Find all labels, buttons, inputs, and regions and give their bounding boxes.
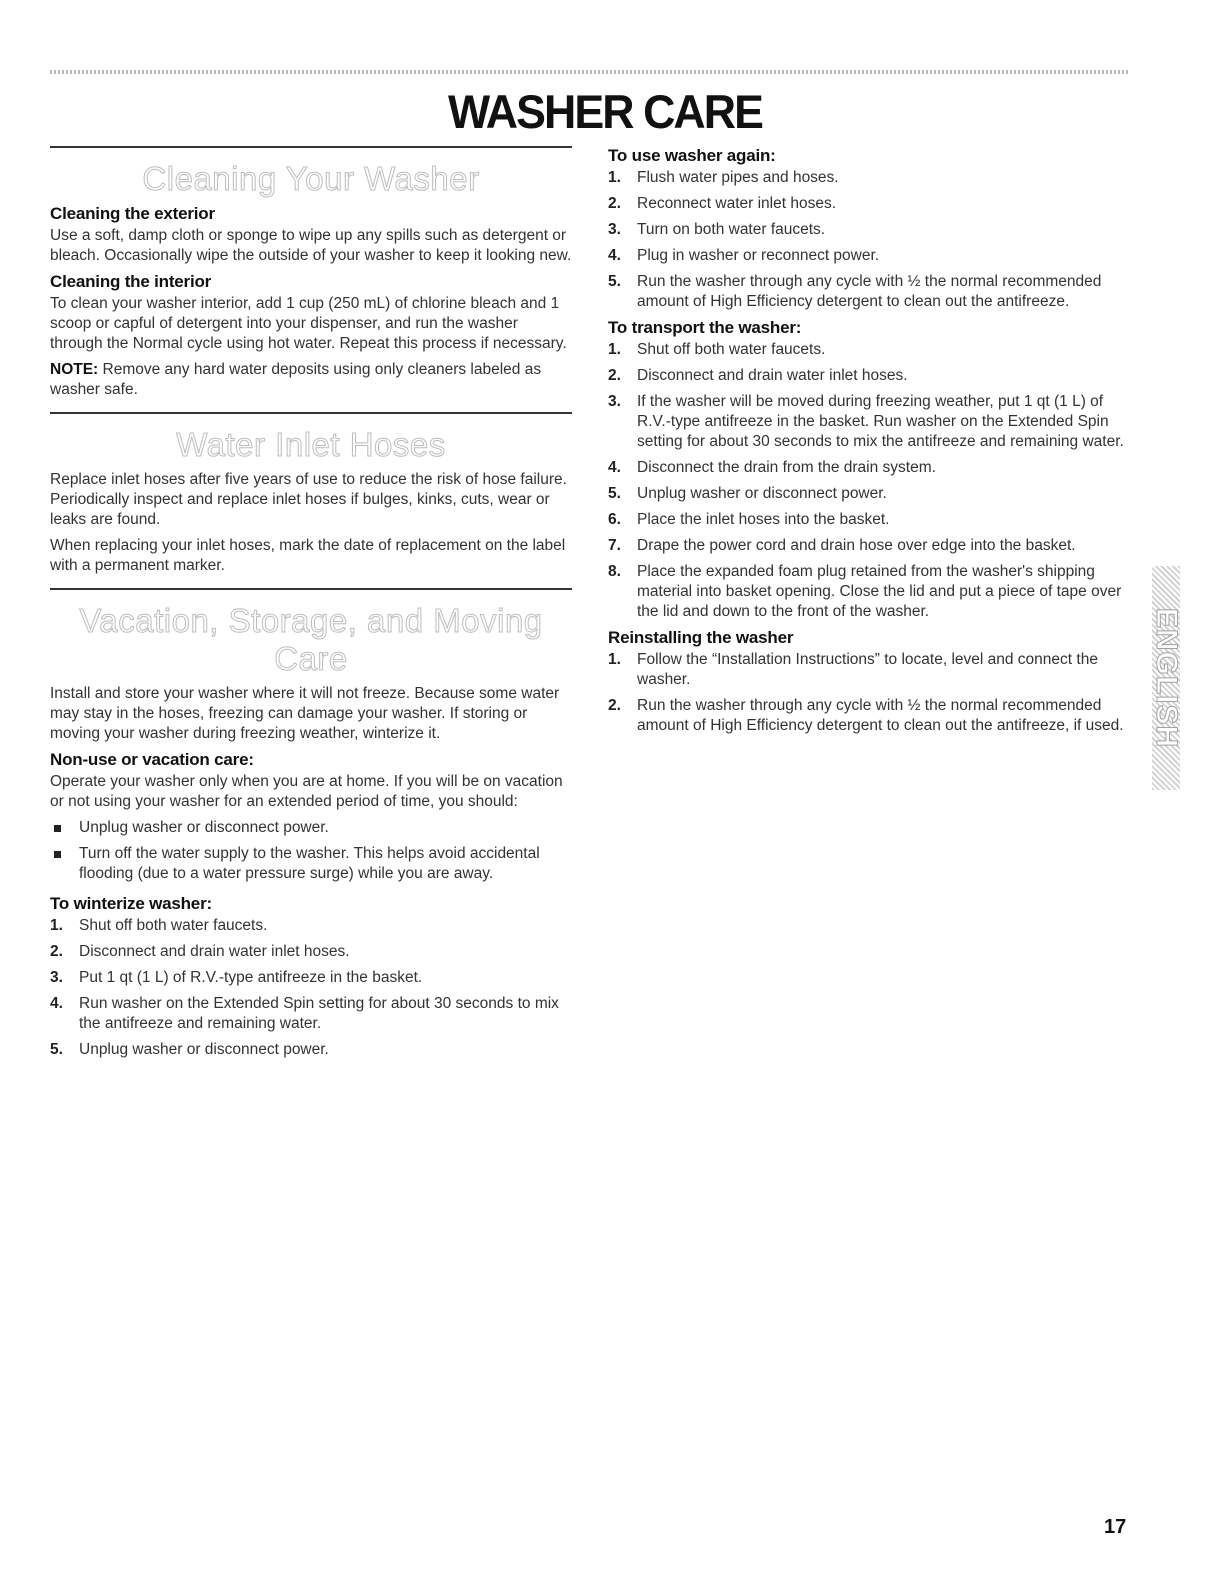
list-item <box>608 510 1132 530</box>
exterior-text: Use a soft, damp cloth or sponge to wipe up any spills such as detergent or bleach. Occasionally wipe the outside of your washer to keep it looking new. <box>50 227 572 264</box>
step-number: 1. <box>50 917 63 934</box>
step-text: Reconnect water inlet hoses. <box>637 195 837 212</box>
step-text: Disconnect and drain water inlet hoses. <box>79 943 350 960</box>
interior-text: To clean your washer interior, add 1 cup (250 mL) of chlorine bleach and 1 scoop or capful of detergent into your dispenser, and run the washer through the Normal cycle using hot water. Repeat this process if necessary. <box>50 295 567 352</box>
list-item <box>608 458 1132 478</box>
step-number: 2. <box>608 697 621 714</box>
step-number: 1. <box>608 651 621 668</box>
list-item <box>608 536 1132 556</box>
top-dotted-rule <box>50 70 1130 74</box>
step-number: 4. <box>50 995 63 1012</box>
language-side-tab <box>1150 566 1183 790</box>
left-column <box>50 146 572 1066</box>
hoses-paragraph-1: Replace inlet hoses after five years of use to reduce the risk of hose failure. Periodically inspect and replace inlet hoses if bulges, kinks, cuts, wear or leaks are found. <box>50 471 567 528</box>
list-item <box>608 484 1132 504</box>
list-item <box>50 942 572 962</box>
step-number: 3. <box>50 969 63 986</box>
bullet-icon <box>54 825 61 832</box>
section-divider <box>50 412 572 414</box>
section-divider <box>50 146 572 148</box>
section-title-hoses: Water Inlet Hoses <box>176 426 446 463</box>
step-number: 2. <box>608 195 621 212</box>
step-text: Shut off both water faucets. <box>637 341 826 358</box>
list-item <box>50 916 572 936</box>
exterior-heading: Cleaning the exterior <box>50 204 215 223</box>
step-number: 6. <box>608 511 621 528</box>
step-number: 5. <box>608 485 621 502</box>
list-item <box>608 220 1132 240</box>
step-number: 5. <box>50 1041 63 1058</box>
page-title: WASHER CARE <box>447 85 763 138</box>
transport-steps <box>608 340 1132 622</box>
step-text: Run washer on the Extended Spin setting for about 30 seconds to mix the antifreeze and remaining water. <box>79 995 559 1032</box>
right-column <box>608 146 1132 742</box>
nonuse-heading: Non-use or vacation care: <box>50 750 254 769</box>
list-item <box>608 272 1132 312</box>
step-text: Shut off both water faucets. <box>79 917 268 934</box>
use-again-heading: To use washer again: <box>608 146 776 165</box>
list-item <box>608 650 1132 690</box>
step-text: Follow the “Installation Instructions” to locate, level and connect the washer. <box>637 651 1098 688</box>
step-text: Unplug washer or disconnect power. <box>79 1041 329 1058</box>
step-number: 3. <box>608 221 621 238</box>
step-text: Disconnect the drain from the drain system. <box>637 459 936 476</box>
step-text: Flush water pipes and hoses. <box>637 169 839 186</box>
note-paragraph <box>50 360 572 400</box>
list-item <box>50 994 572 1034</box>
list-item <box>608 246 1132 266</box>
step-number: 5. <box>608 273 621 290</box>
step-text: Plug in washer or reconnect power. <box>637 247 880 264</box>
step-text: Run the washer through any cycle with ½ the normal recommended amount of High Efficiency detergent to clean out the antifreeze, if used. <box>637 697 1124 734</box>
step-text: If the washer will be moved during freezing weather, put 1 qt (1 L) of R.V.-type antifreeze in the basket. Run washer on the Extended Spin setting for about 30 seconds to mix the antifreeze and remaining water. <box>637 393 1124 450</box>
reinstall-heading: Reinstalling the washer <box>608 628 794 647</box>
winterize-heading: To winterize washer: <box>50 894 212 913</box>
list-item <box>608 562 1132 622</box>
step-number: 1. <box>608 341 621 358</box>
list-item <box>50 1040 572 1060</box>
step-number: 4. <box>608 247 621 264</box>
section-title-cleaning: Cleaning Your Washer <box>142 160 480 197</box>
list-item <box>50 818 572 838</box>
interior-heading: Cleaning the interior <box>50 272 212 291</box>
hoses-paragraph-2: When replacing your inlet hoses, mark the date of replacement on the label with a permanent marker. <box>50 537 566 574</box>
step-text: Place the expanded foam plug retained from the washer's shipping material into basket opening. Close the lid and put a piece of tape over the lid and down to the front of the washer. <box>637 563 1122 620</box>
step-number: 1. <box>608 169 621 186</box>
list-item-text: Unplug washer or disconnect power. <box>79 819 329 836</box>
step-text: Disconnect and drain water inlet hoses. <box>637 367 908 384</box>
section-divider <box>50 588 572 590</box>
step-text: Run the washer through any cycle with ½ the normal recommended amount of High Efficiency detergent to clean out the antifreeze. <box>637 273 1102 310</box>
list-item <box>50 968 572 988</box>
section-title-vacation: Vacation, Storage, and Moving Care <box>79 602 543 677</box>
list-item <box>608 168 1132 188</box>
list-item <box>608 366 1132 386</box>
nonuse-list <box>50 818 572 884</box>
reinstall-steps <box>608 650 1132 736</box>
step-number: 7. <box>608 537 621 554</box>
transport-heading: To transport the washer: <box>608 318 802 337</box>
winterize-steps <box>50 916 572 1060</box>
page-number: 17 <box>1104 1516 1127 1538</box>
vacation-intro: Install and store your washer where it will not freeze. Because some water may stay in the hoses, freezing can damage your washer. If storing or moving your washer during freezing weather, winterize it. <box>50 685 560 742</box>
step-number: 2. <box>608 367 621 384</box>
list-item <box>608 194 1132 214</box>
step-number: 8. <box>608 563 621 580</box>
step-text: Drape the power cord and drain hose over edge into the basket. <box>637 537 1076 554</box>
step-number: 3. <box>608 393 621 410</box>
use-again-steps <box>608 168 1132 312</box>
step-text: Put 1 qt (1 L) of R.V.-type antifreeze in the basket. <box>79 969 423 986</box>
note-text: Remove any hard water deposits using only cleaners labeled as washer safe. <box>50 361 542 398</box>
list-item <box>608 392 1132 452</box>
side-tab-label: ENGLISH <box>1150 607 1183 749</box>
list-item <box>608 340 1132 360</box>
step-number: 4. <box>608 459 621 476</box>
list-item <box>608 696 1132 736</box>
list-item <box>50 844 572 884</box>
nonuse-text: Operate your washer only when you are at home. If you will be on vacation or not using your washer for an extended period of time, you should: <box>50 773 563 810</box>
bullet-icon <box>54 851 61 858</box>
note-label: NOTE: <box>50 361 99 378</box>
list-item-text: Turn off the water supply to the washer. This helps avoid accidental flooding (due to a water pressure surge) while you are away. <box>79 845 540 882</box>
step-text: Turn on both water faucets. <box>637 221 826 238</box>
step-text: Place the inlet hoses into the basket. <box>637 511 890 528</box>
step-text: Unplug washer or disconnect power. <box>637 485 887 502</box>
step-number: 2. <box>50 943 63 960</box>
